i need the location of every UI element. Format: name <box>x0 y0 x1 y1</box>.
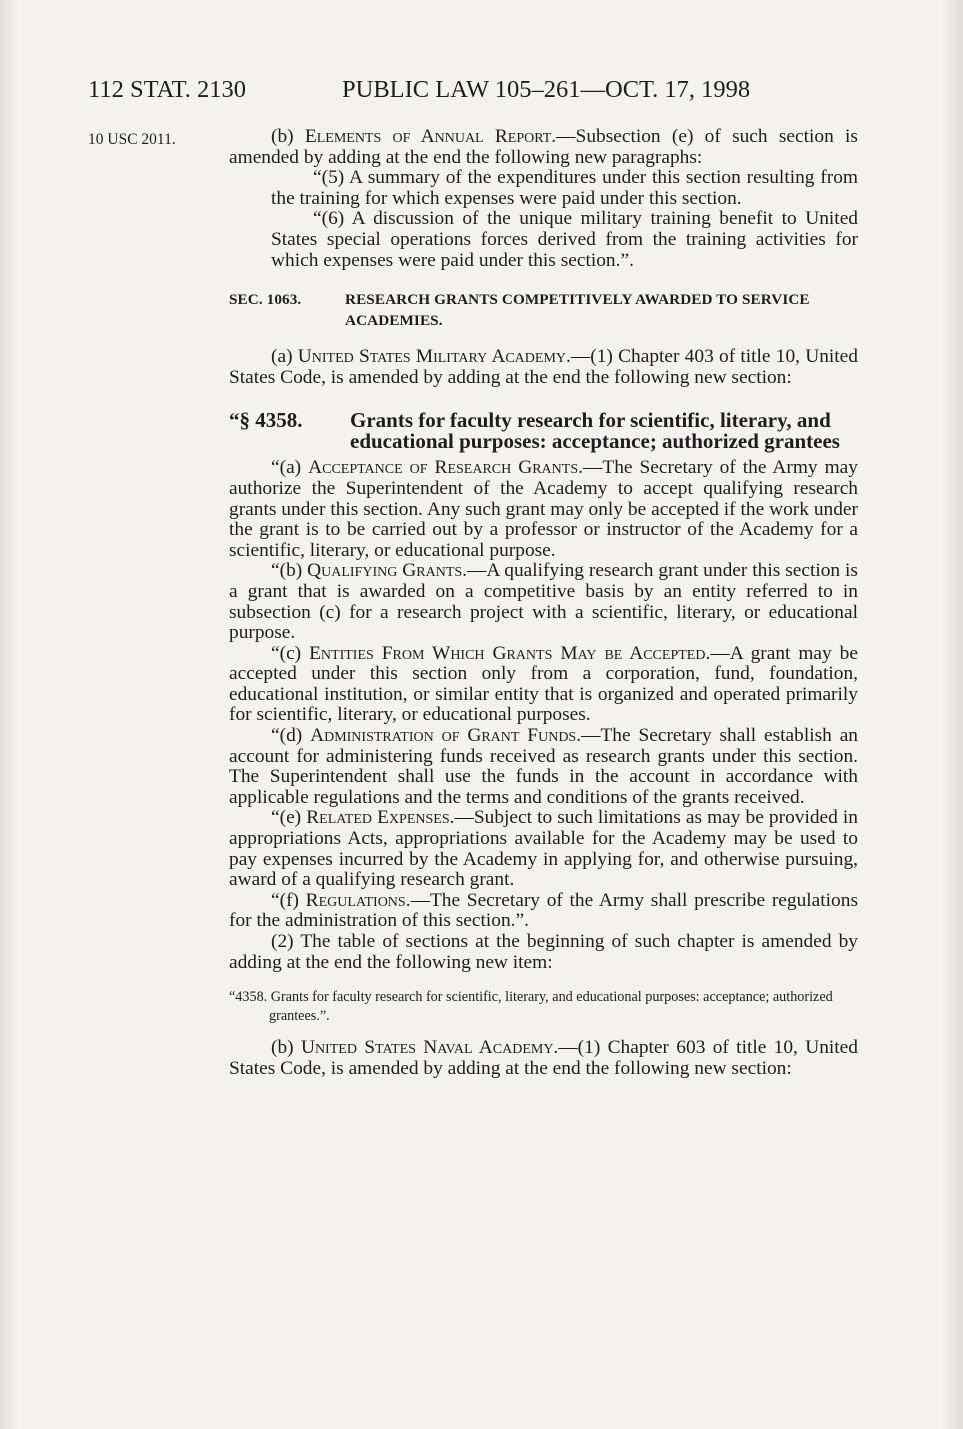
section-heading <box>229 289 858 331</box>
new-section-heading <box>229 410 858 452</box>
page-edge-right <box>941 0 963 1429</box>
public-law-reference: PUBLIC LAW 105–261—OCT. 17, 1998 <box>342 76 751 103</box>
paragraph-text: —(1) Chapter 603 of title 10, United States Code, is amended by adding at the end the following new section: <box>229 1037 858 1079</box>
paragraph-text: —Subsection (e) of such section is amended by adding at the end the following new paragraphs: <box>229 126 858 168</box>
paragraph-6: “(6) A discussion of the unique military training benefit to United States special operations forces derived from the training activities for which expenses were paid under this section.”. <box>271 208 858 271</box>
paragraph-a-military-academy <box>229 347 858 388</box>
new-section-number: “§ 4358. <box>229 408 303 433</box>
paragraph-lead: (b) <box>271 1037 301 1059</box>
paragraph-text: —The Secretary shall establish an account for administering funds received as research grants under this section. The Superintendent shall use the funds in the account in accordance with applicable regulations and the terms and conditions of the grants received. <box>229 725 858 808</box>
paragraph-heading: Entities From Which Grants May be Accepted. <box>309 642 711 664</box>
subsection-a-acceptance <box>229 458 858 561</box>
paragraph-heading: Related Expenses. <box>306 807 455 829</box>
paragraph-text: —The Secretary of the Army may authorize the Superintendent of the Academy to accept qualifying research grants under this section. Any such grant may only be accepted if the work under the grant is to be carried out by a professor or instructor of the Academy for a scientific, literary, or educational purpose. <box>229 457 858 561</box>
subsection-c-entities <box>229 644 858 726</box>
paragraph-lead: “(f) <box>271 889 306 911</box>
paragraph-lead: “(a) <box>271 457 309 479</box>
subsection-b-qualifying <box>229 561 858 643</box>
paragraph-b-naval-academy <box>229 1038 858 1079</box>
paragraph-heading: Elements of Annual Report. <box>304 126 557 147</box>
paragraph-lead: “(d) <box>271 725 311 747</box>
paragraph-heading: United States Military Academy. <box>297 346 571 368</box>
paragraph-text: —A qualifying research grant under this section is a grant that is awarded on a competitive basis by an entity referred to in subsection (c) for a research project with a scientific, literary, or educational purpose. <box>229 560 858 644</box>
page-edge-left <box>0 0 18 1429</box>
paragraph-heading: United States Naval Academy. <box>300 1037 559 1059</box>
document-body <box>229 127 858 1079</box>
table-of-sections-item: “4358. Grants for faculty research for scientific, literary, and educational purposes: acceptance; authorized grantees.”. <box>229 989 833 1024</box>
paragraph-text: —Subject to such limitations as may be provided in appropriations Acts, appropriations available for the Academy may be used to pay expenses incurred by the Academy in applying for, and otherwise pursuing, award of a qualifying research grant. <box>229 807 858 891</box>
new-section-title: Grants for faculty research for scientific, literary, and educational purposes: acceptance; authorized grantees <box>350 408 840 454</box>
paragraph-heading: Qualifying Grants. <box>307 560 468 582</box>
subsection-e-related-expenses <box>229 808 858 890</box>
subsection-f-regulations <box>229 891 858 932</box>
stat-page-reference: 112 STAT. 2130 <box>88 76 246 103</box>
paragraph-text: —A grant may be accepted under this section only from a corporation, fund, foundation, educational institution, or similar entity that is organized and operated primarily for scientific, literary, or educational purposes. <box>229 642 858 726</box>
paragraph-text: —The Secretary of the Army shall prescribe regulations for the administration of this section.”. <box>229 889 858 932</box>
paragraph-lead: (a) <box>271 346 298 368</box>
paragraph-heading: Regulations. <box>305 889 411 911</box>
paragraph-lead: (b) <box>271 126 305 147</box>
subsection-d-administration <box>229 726 858 808</box>
paragraph-2-table: (2) The table of sections at the beginning of such chapter is amended by adding at the end the following new item: <box>229 931 858 973</box>
usc-margin-note: 10 USC 2011. <box>88 131 176 148</box>
paragraph-heading: Administration of Grant Funds. <box>310 725 582 747</box>
paragraph-b-elements <box>229 127 858 168</box>
section-number: SEC. 1063. <box>229 291 302 309</box>
paragraph-text: —(1) Chapter 403 of title 10, United States Code, is amended by adding at the end the following new section: <box>229 346 858 388</box>
paragraph-heading: Acceptance of Research Grants. <box>308 457 583 479</box>
paragraph-lead: “(e) <box>271 807 307 829</box>
paragraph-lead: “(c) <box>271 642 310 664</box>
paragraph-5: “(5) A summary of the expenditures under this section resulting from the training for which expenses were paid under this section. <box>271 167 858 209</box>
paragraph-lead: “(b) <box>271 560 308 582</box>
section-title: RESEARCH GRANTS COMPETITIVELY AWARDED TO SERVICE ACADEMIES. <box>345 291 810 330</box>
